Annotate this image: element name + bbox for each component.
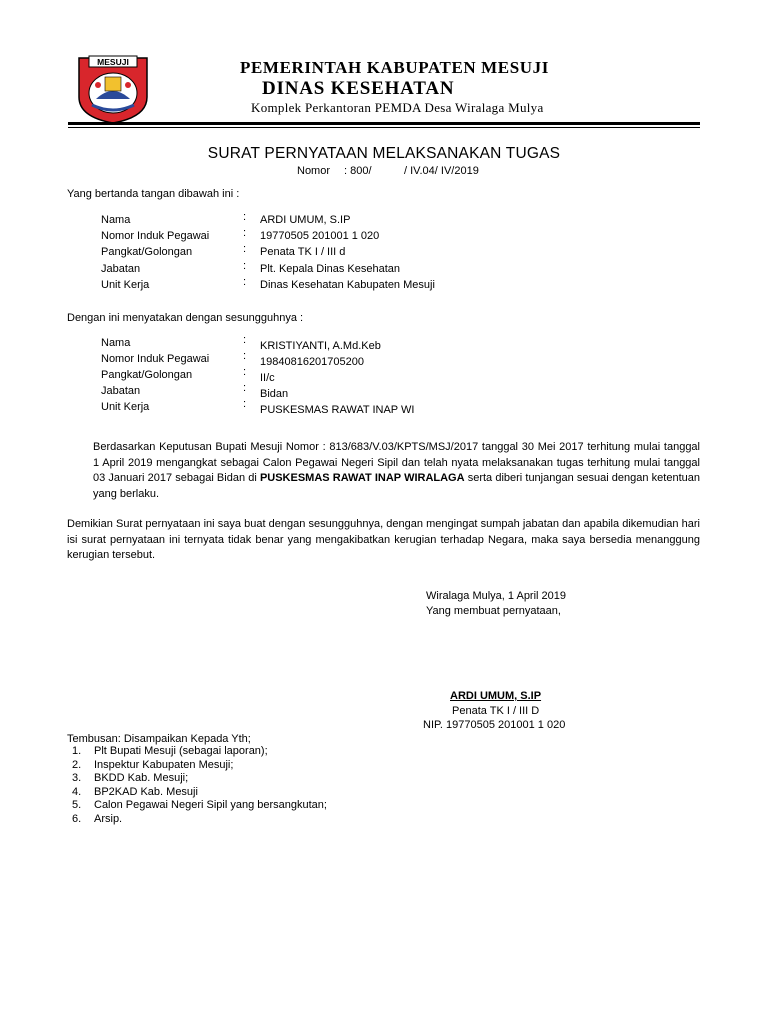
document-number xyxy=(297,165,479,177)
intro-statement: Dengan ini menyatakan dengan sesungguhnya : xyxy=(67,312,304,324)
list-item-text: BP2KAD Kab. Mesuji xyxy=(94,785,198,798)
signer-field-nip xyxy=(101,227,601,246)
field-colon: : xyxy=(243,243,247,255)
nomor-label: Nomor xyxy=(297,165,331,177)
statement-paragraph xyxy=(93,440,700,502)
subject-field-pangkat xyxy=(101,366,601,385)
field-value: Bidan xyxy=(260,388,289,400)
signature-name: ARDI UMUM, S.IP xyxy=(450,690,542,702)
field-label: Jabatan xyxy=(101,385,141,397)
list-item xyxy=(67,813,251,827)
list-item-number: 1. xyxy=(72,745,82,757)
field-colon: : xyxy=(243,334,247,346)
field-colon: : xyxy=(243,366,247,378)
list-item xyxy=(67,772,251,786)
signer-field-jabatan xyxy=(101,260,601,279)
document-title: SURAT PERNYATAAN MELAKSANAKAN TUGAS xyxy=(207,145,561,162)
field-colon: : xyxy=(243,227,247,239)
field-label: Nama xyxy=(101,214,131,226)
subject-field-nama xyxy=(101,334,601,353)
field-label: Nomor Induk Pegawai xyxy=(101,230,210,242)
svg-text:MESUJI: MESUJI xyxy=(97,57,129,67)
signer-field-unit xyxy=(101,276,601,295)
tembusan-section xyxy=(67,733,327,826)
subject-field-nip xyxy=(101,350,601,369)
field-label: Pangkat/Golongan xyxy=(101,369,193,381)
signature-place-date: Wiralaga Mulya, 1 April 2019 xyxy=(426,590,567,602)
list-item-number: 5. xyxy=(72,799,82,811)
list-item-text: Plt Bupati Mesuji (sebagai laporan); xyxy=(94,745,268,757)
list-item-number: 2. xyxy=(72,758,82,771)
field-colon: : xyxy=(243,382,247,394)
field-colon: : xyxy=(243,211,247,223)
letterhead-agency: DINAS KESEHATAN xyxy=(262,78,455,99)
list-item-text: Arsip. xyxy=(94,812,123,825)
field-label: Pangkat/Golongan xyxy=(101,246,193,258)
letterhead-rule-thin xyxy=(68,127,700,128)
statement-text-1: Berdasarkan Keputusan Bupati Mesuji Nomor : 813/683/V.03/KPTS/MSJ/2017 tanggal 30 Mei 2017 terhitung mulai tanggal 1 April 2019 mengangkat sebagai Calon Pegawai Negeri Sipil dan telah nyata melaksanakan tugas terhitung mulai tanggal 03 Januari 2017 sebagai Bidan di xyxy=(93,441,700,484)
field-value: Penata TK I / III d xyxy=(260,246,346,258)
field-value: PUSKESMAS RAWAT INAP WI xyxy=(260,404,415,416)
signer-field-pangkat xyxy=(101,243,601,262)
field-colon: : xyxy=(243,276,247,288)
field-label: Nomor Induk Pegawai xyxy=(101,353,210,365)
field-label: Unit Kerja xyxy=(101,279,150,291)
field-label: Unit Kerja xyxy=(101,401,150,413)
field-colon: : xyxy=(243,260,247,272)
letterhead-rule-thick xyxy=(68,122,700,125)
signature-role: Yang membuat pernyataan, xyxy=(426,605,561,617)
field-colon: : xyxy=(243,398,247,410)
intro-signer: Yang bertanda tangan dibawah ini : xyxy=(67,188,240,200)
letterhead-government: PEMERINTAH KABUPATEN MESUJI xyxy=(240,58,549,77)
field-label: Nama xyxy=(101,337,131,349)
field-value: ARDI UMUM, S.IP xyxy=(260,214,351,226)
signer-field-nama xyxy=(101,211,601,230)
field-colon: : xyxy=(243,350,247,362)
letterhead-address: Komplek Perkantoran PEMDA Desa Wiralaga Mulya xyxy=(251,100,544,115)
list-item-number: 3. xyxy=(72,772,82,784)
nomor-value-b: / IV.04/ IV/2019 xyxy=(404,165,479,177)
list-item-text: Calon Pegawai Negeri Sipil yang bersangkutan; xyxy=(94,799,327,811)
list-item-text: Inspektur Kabupaten Mesuji; xyxy=(94,758,234,771)
field-value: 19840816201705200 xyxy=(260,356,365,368)
signature-rank: Penata TK I / III D xyxy=(452,705,540,717)
field-value: KRISTIYANTI, A.Md.Keb xyxy=(260,340,381,352)
field-value: Dinas Kesehatan Kabupaten Mesuji xyxy=(260,279,435,291)
closing-paragraph: Demikian Surat pernyataan ini saya buat dengan sesungguhnya, dengan mengingat sumpah jabatan dan apabila dikemudian hari isi surat pernyataan ini ternyata tidak benar yang mengakibatkan kerugian terhadap Negara, maka saya bersedia menanggung kerugian tersebut. xyxy=(67,518,700,561)
list-item-number: 4. xyxy=(72,785,82,798)
list-item-number: 6. xyxy=(72,812,82,825)
field-value: II/c xyxy=(260,372,275,384)
list-item xyxy=(67,799,327,813)
list-item-text: BKDD Kab. Mesuji; xyxy=(94,772,189,784)
list-item xyxy=(67,786,251,800)
subject-field-jabatan xyxy=(101,382,601,401)
list-item xyxy=(67,759,251,773)
tembusan-list xyxy=(67,745,327,826)
statement-text-2: serta diberi tunjangan sesuai dengan ketentuan yang berlaku. xyxy=(93,472,700,500)
mesuji-emblem-logo xyxy=(76,55,150,125)
nomor-value-a: : 800/ xyxy=(344,165,372,177)
field-label: Jabatan xyxy=(101,263,141,275)
statement-puskesmas-name: PUSKESMAS RAWAT INAP WIRALAGA xyxy=(259,472,465,484)
field-value: 19770505 201001 1 020 xyxy=(260,230,380,242)
list-item xyxy=(67,745,268,759)
signature-nip: NIP. 19770505 201001 1 020 xyxy=(423,719,566,731)
tembusan-title: Tembusan: Disampaikan Kepada Yth; xyxy=(67,733,251,745)
field-value: Plt. Kepala Dinas Kesehatan xyxy=(260,263,401,275)
subject-field-unit xyxy=(101,398,601,417)
